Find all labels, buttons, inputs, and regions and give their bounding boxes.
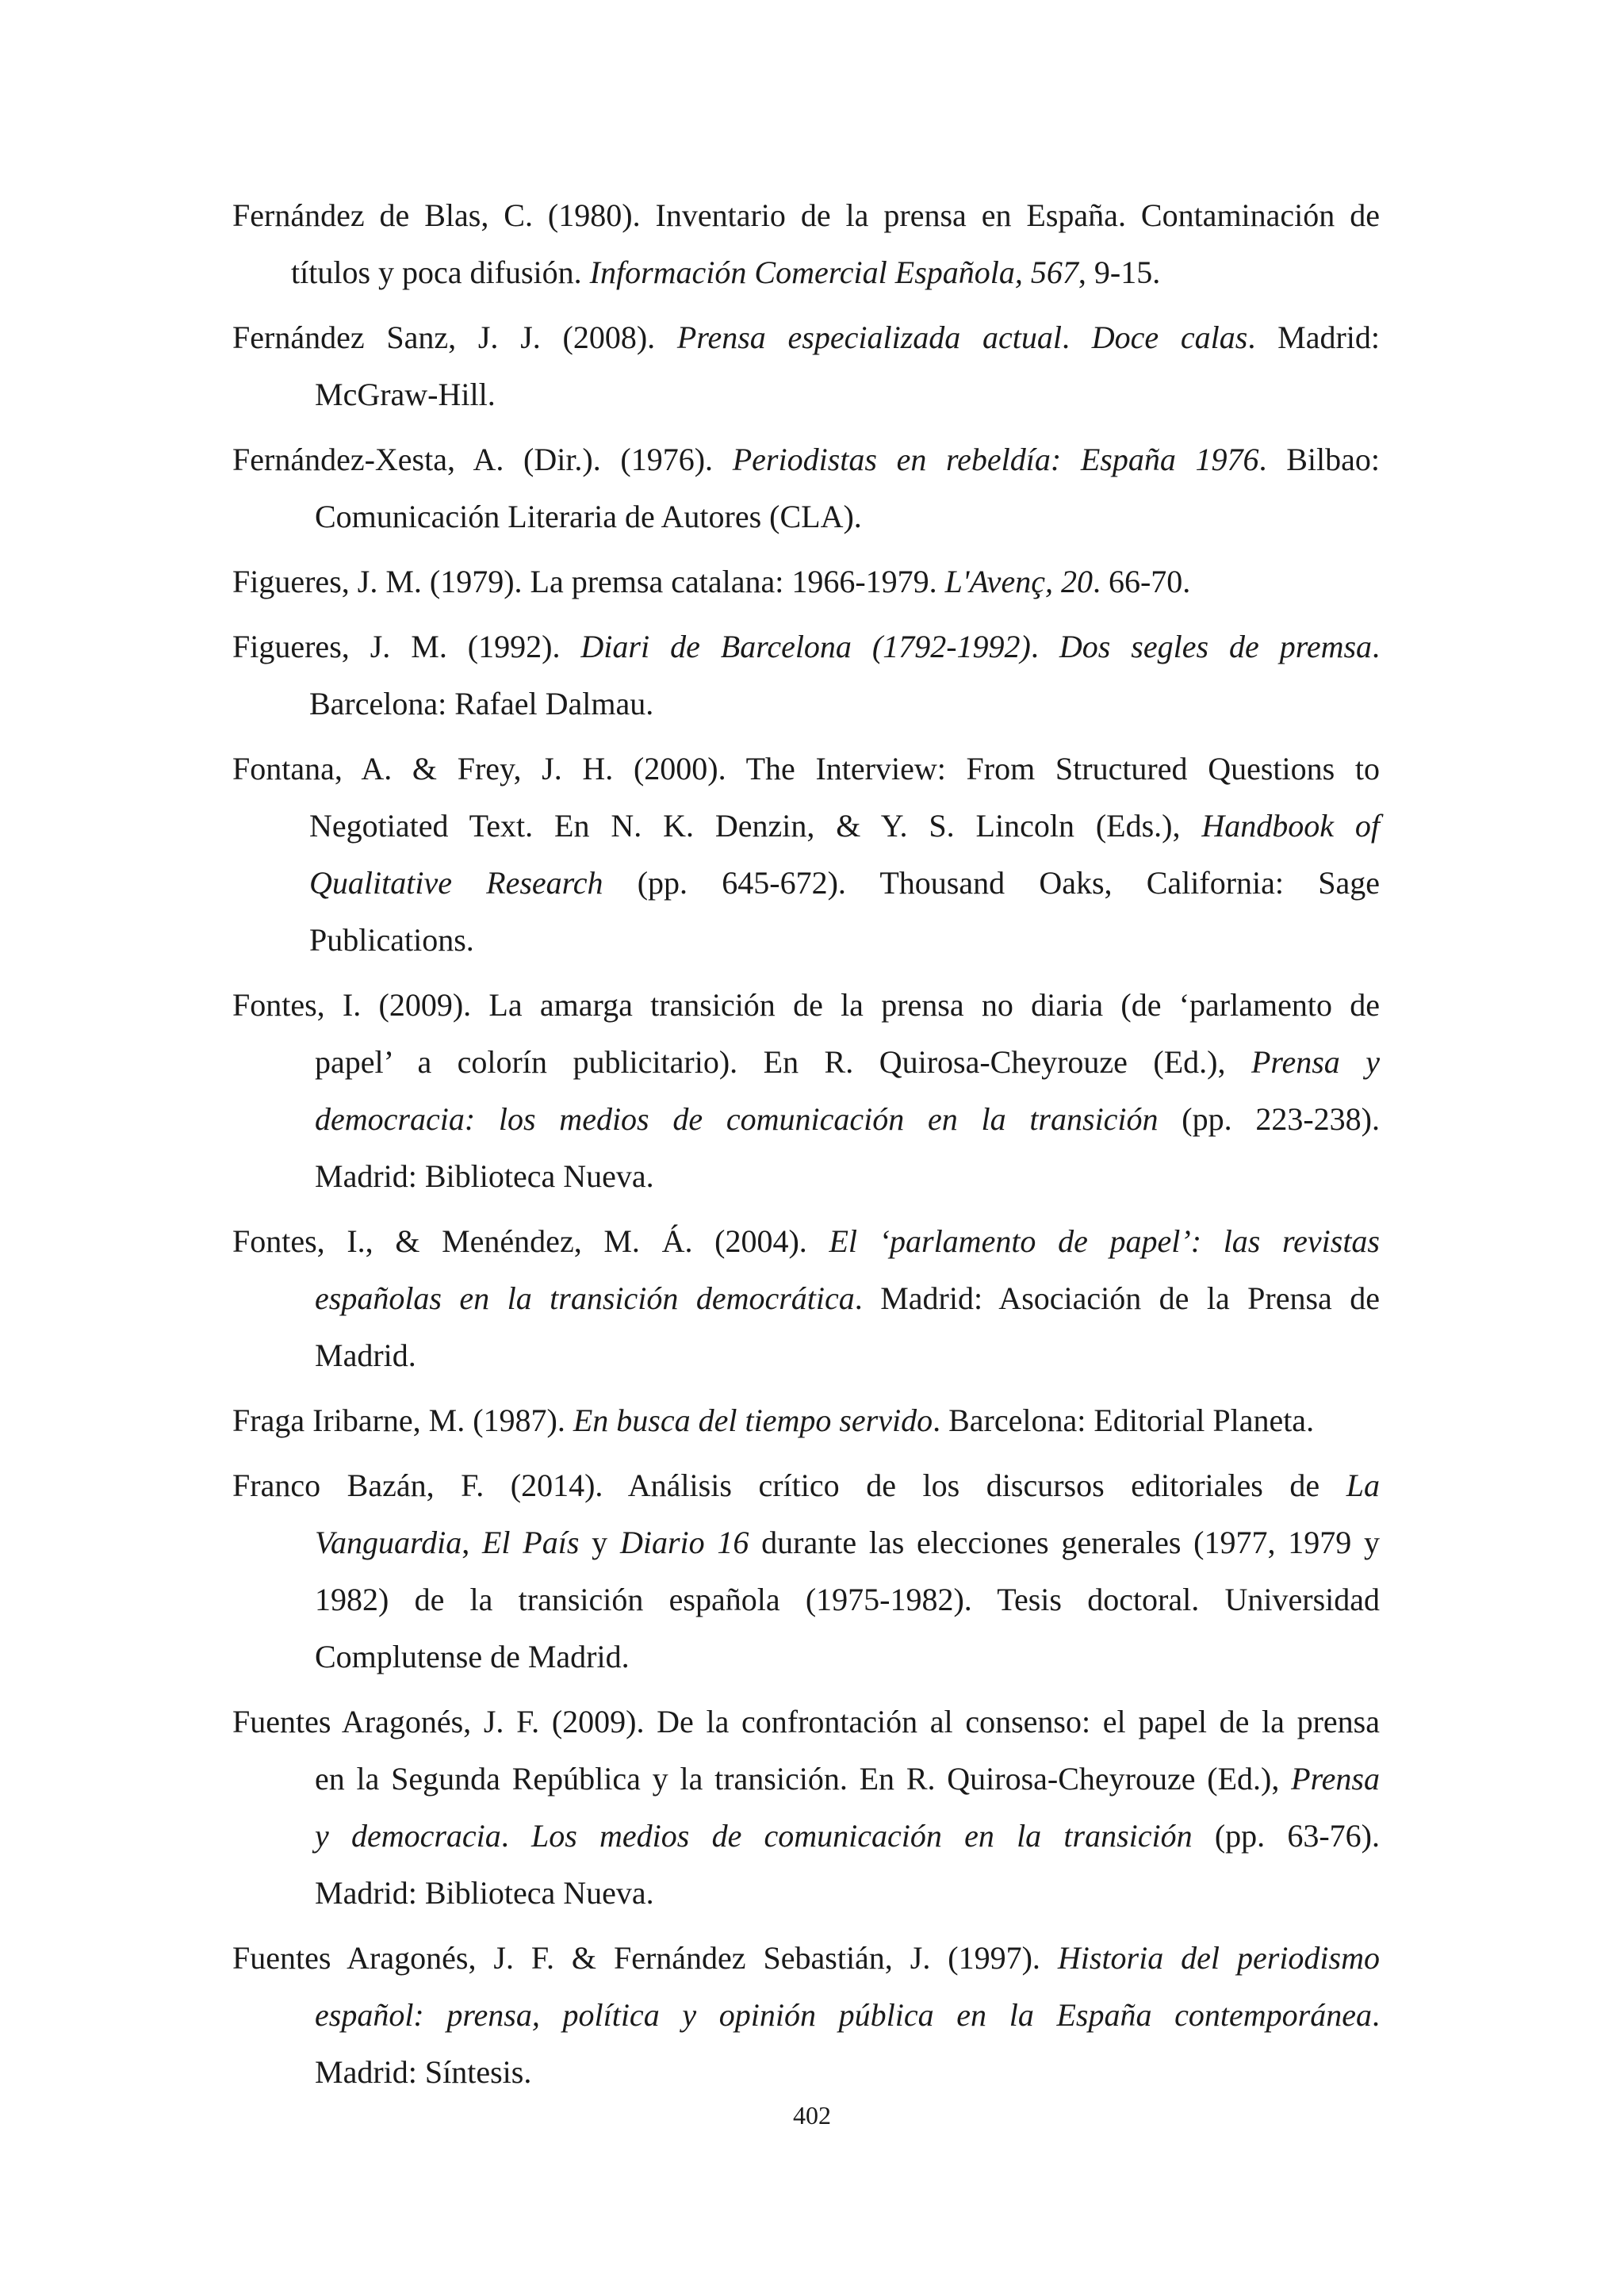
- reference-italic-text: Diari de Barcelona (1792-1992): [580, 629, 1031, 664]
- reference-line: [232, 977, 1380, 1034]
- reference-text: Madrid: Biblioteca Nueva.: [315, 1875, 654, 1911]
- reference-text: . Bilbao:: [1258, 442, 1380, 477]
- reference-line: [232, 912, 1380, 969]
- reference-entry: [232, 740, 1380, 969]
- reference-italic-text: Dos segles de premsa: [1059, 629, 1373, 664]
- reference-italic-text: Diario 16: [619, 1525, 749, 1560]
- reference-text: durante las elecciones generales (1977, 1979 y: [749, 1525, 1381, 1560]
- reference-text: .: [1372, 629, 1381, 664]
- reference-entry: [232, 1930, 1380, 2101]
- reference-text: Fernández Sanz, J. J. (2008).: [232, 320, 677, 355]
- reference-text: en la Segunda República y la transición. En R. Quirosa-Cheyrouze (Ed.),: [315, 1761, 1292, 1797]
- reference-line: [232, 1987, 1380, 2044]
- reference-italic-text: democracia: los medios de comunicación en la transición: [315, 1101, 1159, 1137]
- reference-italic-text: La: [1346, 1468, 1380, 1503]
- reference-line: [232, 244, 1380, 301]
- reference-line: [232, 366, 1380, 423]
- reference-text: Complutense de Madrid.: [315, 1639, 630, 1674]
- reference-line: [232, 1571, 1380, 1628]
- reference-text: Publications.: [309, 922, 474, 958]
- reference-text: .: [1030, 629, 1059, 664]
- reference-line: [232, 488, 1380, 545]
- reference-text: Fontes, I. (2009). La amarga transición de la prensa no diaria (de ‘parlamento de: [232, 987, 1380, 1023]
- reference-italic-text: Periodistas en rebeldía: España 1976: [732, 442, 1259, 477]
- reference-text: Franco Bazán, F. (2014). Análisis crítico de los discursos editoriales de: [232, 1468, 1346, 1503]
- reference-text: , 9-15.: [1078, 254, 1161, 290]
- reference-italic-text: El ‘parlamento de papel’: las revistas: [829, 1223, 1380, 1259]
- reference-line: [232, 2044, 1380, 2101]
- page-number: 402: [793, 2101, 831, 2130]
- reference-italic-text: españolas en la transición democrática: [315, 1280, 855, 1316]
- reference-text: Fuentes Aragonés, J. F. (2009). De la confrontación al consenso: el papel de la prensa: [232, 1704, 1380, 1739]
- reference-line: [232, 675, 1380, 733]
- reference-entry: [232, 1213, 1380, 1384]
- reference-line: [232, 1148, 1380, 1205]
- reference-text: Fuentes Aragonés, J. F. & Fernández Sebastián, J. (1997).: [232, 1940, 1058, 1976]
- reference-line: [232, 1865, 1380, 1922]
- reference-text: Madrid.: [315, 1337, 416, 1373]
- reference-entry: [232, 1457, 1380, 1686]
- reference-line: [232, 1808, 1380, 1865]
- reference-text: (pp. 223-238).: [1158, 1101, 1381, 1137]
- reference-line: [232, 855, 1380, 912]
- reference-text: Figueres, J. M. (1992).: [232, 629, 581, 664]
- reference-text: Barcelona: Rafael Dalmau.: [309, 686, 654, 721]
- reference-entry: [232, 431, 1380, 545]
- reference-text: . Madrid: Asociación de la Prensa de: [854, 1280, 1380, 1316]
- reference-line: [232, 309, 1380, 366]
- reference-line: [232, 1091, 1380, 1148]
- reference-text: .: [500, 1818, 532, 1854]
- reference-entry: [232, 1693, 1380, 1922]
- reference-text: . 66-70.: [1092, 564, 1191, 599]
- reference-line: [232, 1270, 1380, 1327]
- reference-line: [232, 431, 1380, 488]
- reference-line: [232, 798, 1380, 855]
- reference-entry: [232, 309, 1380, 423]
- reference-line: [232, 1514, 1380, 1571]
- reference-italic-text: Prensa especializada actual: [676, 320, 1062, 355]
- reference-line: [232, 187, 1380, 244]
- reference-text: McGraw-Hill.: [315, 377, 496, 412]
- reference-text: papel’ a colorín publicitario). En R. Quirosa-Cheyrouze (Ed.),: [315, 1044, 1251, 1080]
- reference-line: [232, 1628, 1380, 1686]
- reference-italic-text: Prensa y: [1251, 1044, 1380, 1080]
- reference-italic-text: Los medios de comunicación en la transición: [531, 1818, 1193, 1854]
- reference-italic-text: Prensa: [1291, 1761, 1380, 1797]
- reference-text: (pp. 645-672). Thousand Oaks, California: Sage: [603, 865, 1380, 901]
- reference-line: [232, 618, 1380, 675]
- reference-italic-text: y democracia: [315, 1818, 501, 1854]
- reference-italic-text: El País: [481, 1525, 580, 1560]
- reference-entry: [232, 977, 1380, 1205]
- reference-text: títulos y poca difusión.: [291, 254, 590, 290]
- reference-text: Fernández de Blas, C. (1980). Inventario de la prensa en España. Contaminación de: [232, 197, 1380, 233]
- reference-text: y: [579, 1525, 620, 1560]
- reference-line: [232, 1693, 1380, 1751]
- reference-line: [232, 1457, 1380, 1514]
- reference-text: Fontes, I., & Menéndez, M. Á. (2004).: [232, 1223, 829, 1259]
- reference-text: . Madrid:: [1247, 320, 1380, 355]
- reference-line: [232, 1751, 1380, 1808]
- reference-text: Fontana, A. & Frey, J. H. (2000). The Interview: From Structured Questions to: [232, 751, 1380, 786]
- reference-entry: [232, 187, 1380, 301]
- reference-line: [232, 740, 1380, 798]
- reference-entry: [232, 1392, 1380, 1449]
- reference-italic-text: En busca del tiempo servido: [573, 1402, 933, 1438]
- reference-line: [232, 1327, 1380, 1384]
- reference-text: .: [1062, 320, 1092, 355]
- reference-text: Figueres, J. M. (1979). La premsa catalana: 1966-1979.: [232, 564, 945, 599]
- reference-entry: [232, 553, 1380, 610]
- reference-text: Madrid: Síntesis.: [315, 2054, 532, 2090]
- reference-line: [232, 1392, 1380, 1449]
- reference-italic-text: L'Avenç, 20: [944, 564, 1093, 599]
- reference-text: Negotiated Text. En N. K. Denzin, & Y. S. Lincoln (Eds.),: [309, 808, 1202, 844]
- reference-line: [232, 1034, 1380, 1091]
- reference-text: .: [1372, 1997, 1380, 2033]
- reference-italic-text: Historia del periodismo: [1057, 1940, 1380, 1976]
- reference-text: Fraga Iribarne, M. (1987).: [232, 1402, 573, 1438]
- reference-text: (pp. 63-76).: [1192, 1818, 1381, 1854]
- reference-text: . Barcelona: Editorial Planeta.: [933, 1402, 1315, 1438]
- reference-line: [232, 1213, 1380, 1270]
- reference-italic-text: Qualitative Research: [309, 865, 603, 901]
- reference-text: Comunicación Literaria de Autores (CLA).: [315, 499, 862, 534]
- reference-entry: [232, 618, 1380, 733]
- reference-text: Fernández-Xesta, A. (Dir.). (1976).: [232, 442, 733, 477]
- reference-text: Madrid: Biblioteca Nueva.: [315, 1158, 654, 1194]
- reference-italic-text: Handbook of: [1201, 808, 1380, 844]
- reference-text: ,: [462, 1525, 482, 1560]
- reference-line: [232, 1930, 1380, 1987]
- reference-italic-text: Información Comercial Española, 567: [589, 254, 1078, 290]
- reference-italic-text: Vanguardia: [315, 1525, 462, 1560]
- reference-italic-text: Doce calas: [1091, 320, 1248, 355]
- reference-text: 1982) de la transición española (1975-1982). Tesis doctoral. Universidad: [315, 1582, 1380, 1617]
- reference-italic-text: español: prensa, política y opinión pública en la España contemporánea: [315, 1997, 1372, 2033]
- reference-list: [232, 187, 1380, 2109]
- reference-line: [232, 553, 1380, 610]
